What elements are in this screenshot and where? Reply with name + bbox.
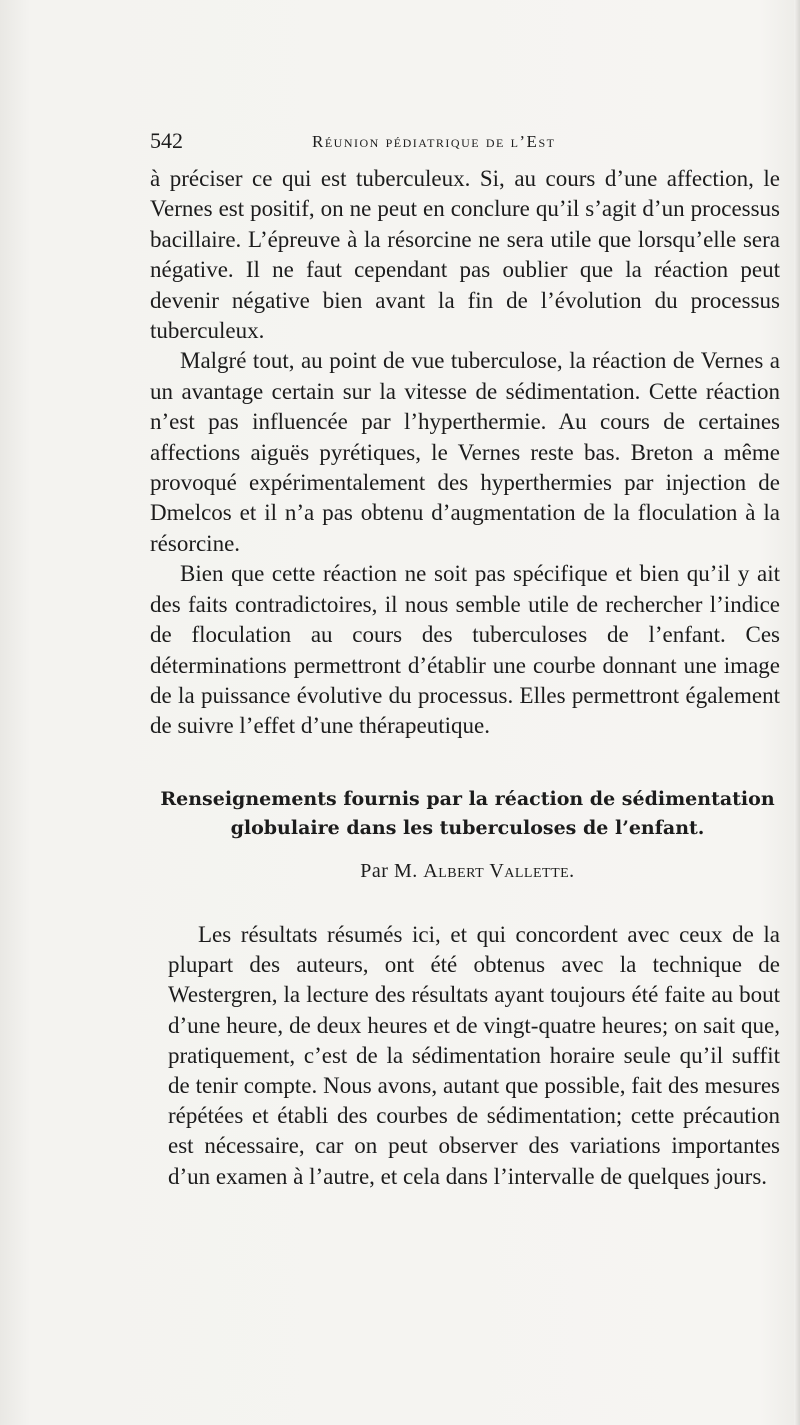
- paragraph-vernes-advantage: Malgré tout, au point de vue tuberculose, la réaction de Vernes a un avantage certain sur la vitesse de sédimentation. Cette réaction n’est pas influencée par l’hyperthermie. Au cours de certaines affections aiguës pyrétiques, le Vernes reste bas. Breton a même provoqué expérimentalement des hyperthermies par injection de Dmelcos et il n’a pas obtenu d’augmentation de la floculation à la résorcine.: [150, 348, 780, 556]
- section-title: Renseignements fournis par la réaction de sédimentation globulaire dans les tuberculoses de l’enfant.: [160, 788, 775, 839]
- byline-prefix: Par M.: [360, 860, 418, 882]
- running-title: Réunion pédiatrique de l’Est: [312, 132, 556, 151]
- article-text-block: [168, 920, 780, 1192]
- paragraph-continuation: à préciser ce qui est tuberculeux. Si, au cours d’une affection, le Vernes est positif, on ne peut en conclure qu’il s’agit d’un processus bacillaire. L’épreuve à la résorcine ne sera utile que lorsqu’elle sera négative. Il ne faut cependant pas oublier que la réaction peut devenir négative bien avant la fin de l’évolution du processus tuberculeux.: [150, 166, 780, 344]
- paragraph-flocculation-index: Bien que cette réaction ne soit pas spécifique et bien qu’il y ait des faits contradictoires, il nous semble utile de rechercher l’indice de floculation au cours des tuberculoses de l’enfant. Ces déterminations permettront d’établir une courbe donnant une image de la puissance évolutive du processus. Elles permettront également de suivre l’effet d’une thérapeutique.: [150, 561, 780, 739]
- page-number: 542: [150, 128, 183, 153]
- byline: [155, 860, 780, 883]
- continued-text-block: [150, 164, 780, 742]
- author-name: Albert Vallette.: [423, 860, 575, 882]
- page-edge-shadow: [794, 0, 800, 1425]
- paragraph-results: Les résultats résumés ici, et qui concordent avec ceux de la plupart des auteurs, ont été obtenus avec la technique de Westergren, la lecture des résultats ayant toujours été faite au bout d’une heure, de deux heures et de vingt-quatre heures; on sait que, pratiquement, c’est de la sédimentation horaire seule qu’il suffit de tenir compte. Nous avons, autant que possible, fait des mesures répétées et établi des courbes de sédimentation; cette précaution est nécessaire, car on peut observer des variations importantes d’un examen à l’autre, et cela dans l’intervalle de quelques jours.: [168, 922, 780, 1189]
- running-head: [150, 128, 640, 158]
